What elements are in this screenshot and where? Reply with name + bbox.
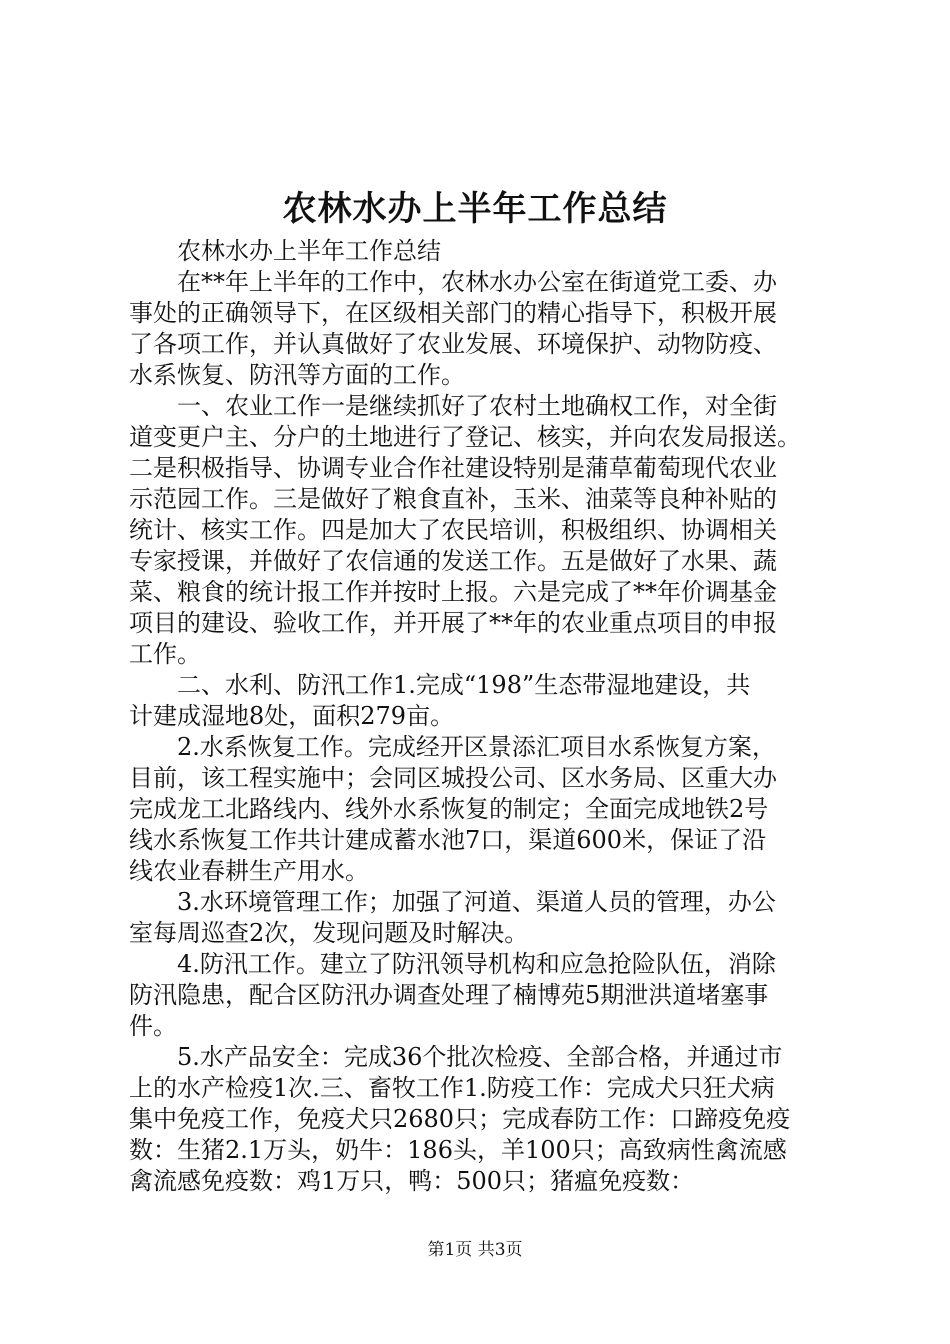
body-line: 2.水系恢复工作。完成经开区景添汇项目水系恢复方案， bbox=[129, 733, 776, 761]
body-line: 防汛隐患，配合区防汛办调查处理了楠博苑5期泄洪道堵塞事 bbox=[129, 981, 769, 1009]
body-line: 3.水环境管理工作；加强了河道、渠道人员的管理，办公 bbox=[129, 888, 776, 916]
body-line: 一、农业工作一是继续抓好了农村土地确权工作，对全街 bbox=[129, 392, 777, 420]
body-line: 事处的正确领导下，在区级相关部门的精心指导下，积极开展 bbox=[129, 299, 777, 327]
body-line: 道变更户主、分户的土地进行了登记、核实，并向农发局报送。 bbox=[129, 423, 801, 451]
document-title: 农林水办上半年工作总结 bbox=[282, 189, 668, 229]
body-line: 线水系恢复工作共计建成蓄水池7口，渠道600米，保证了沿 bbox=[129, 826, 767, 854]
body-line: 项目的建设、验收工作，并开展了**年的农业重点项目的申报 bbox=[129, 609, 777, 637]
body-line: 二是积极指导、协调专业合作社建设特别是蒲草葡萄现代农业 bbox=[129, 454, 777, 482]
body-line: 农林水办上半年工作总结 bbox=[129, 237, 441, 265]
body-line: 计建成湿地8处，面积279亩。 bbox=[129, 702, 455, 730]
body-line: 集中免疫工作，免疫犬只2680只；完成春防工作：口蹄疫免疫 bbox=[129, 1105, 791, 1133]
body-line: 二、水利、防汛工作1.完成“198”生态带湿地建设，共 bbox=[129, 671, 751, 699]
body-line: 菜、粮食的统计报工作并按时上报。六是完成了**年价调基金 bbox=[129, 578, 777, 606]
body-line: 线农业春耕生产用水。 bbox=[129, 857, 369, 885]
body-line: 统计、核实工作。四是加大了农民培训，积极组织、协调相关 bbox=[129, 516, 777, 544]
document-body bbox=[129, 236, 837, 1197]
body-line: 专家授课，并做好了农信通的发送工作。五是做好了水果、蔬 bbox=[129, 547, 777, 575]
body-line: 室每周巡查2次，发现问题及时解决。 bbox=[129, 919, 529, 947]
body-line: 上的水产检疫1次.三、畜牧工作1.防疫工作：完成犬只狂犬病 bbox=[129, 1074, 775, 1102]
body-line: 数：生猪2.1万头，奶牛：186头，羊100只；高致病性禽流感 bbox=[129, 1136, 787, 1164]
body-line: 工作。 bbox=[129, 640, 201, 668]
body-line: 示范园工作。三是做好了粮食直补，玉米、油菜等良种补贴的 bbox=[129, 485, 777, 513]
body-line: 件。 bbox=[129, 1012, 177, 1040]
body-line: 完成龙工北路线内、线外水系恢复的制定；全面完成地铁2号 bbox=[129, 795, 769, 823]
body-line: 目前，该工程实施中；会同区城投公司、区水务局、区重大办 bbox=[129, 764, 777, 792]
body-line: 4.防汛工作。建立了防汛领导机构和应急抢险队伍，消除 bbox=[129, 950, 776, 978]
body-line: 在**年上半年的工作中，农林水办公室在街道党工委、办 bbox=[129, 268, 777, 296]
body-line: 了各项工作，并认真做好了农业发展、环境保护、动物防疫、 bbox=[129, 330, 777, 358]
page-footer: 第1页 共3页 bbox=[427, 1240, 523, 1260]
body-line: 5.水产品安全：完成36个批次检疫、全部合格，并通过市 bbox=[129, 1043, 783, 1071]
body-line: 禽流感免疫数：鸡1万只，鸭：500只；猪瘟免疫数： bbox=[129, 1167, 695, 1195]
body-line: 水系恢复、防汛等方面的工作。 bbox=[129, 361, 465, 389]
